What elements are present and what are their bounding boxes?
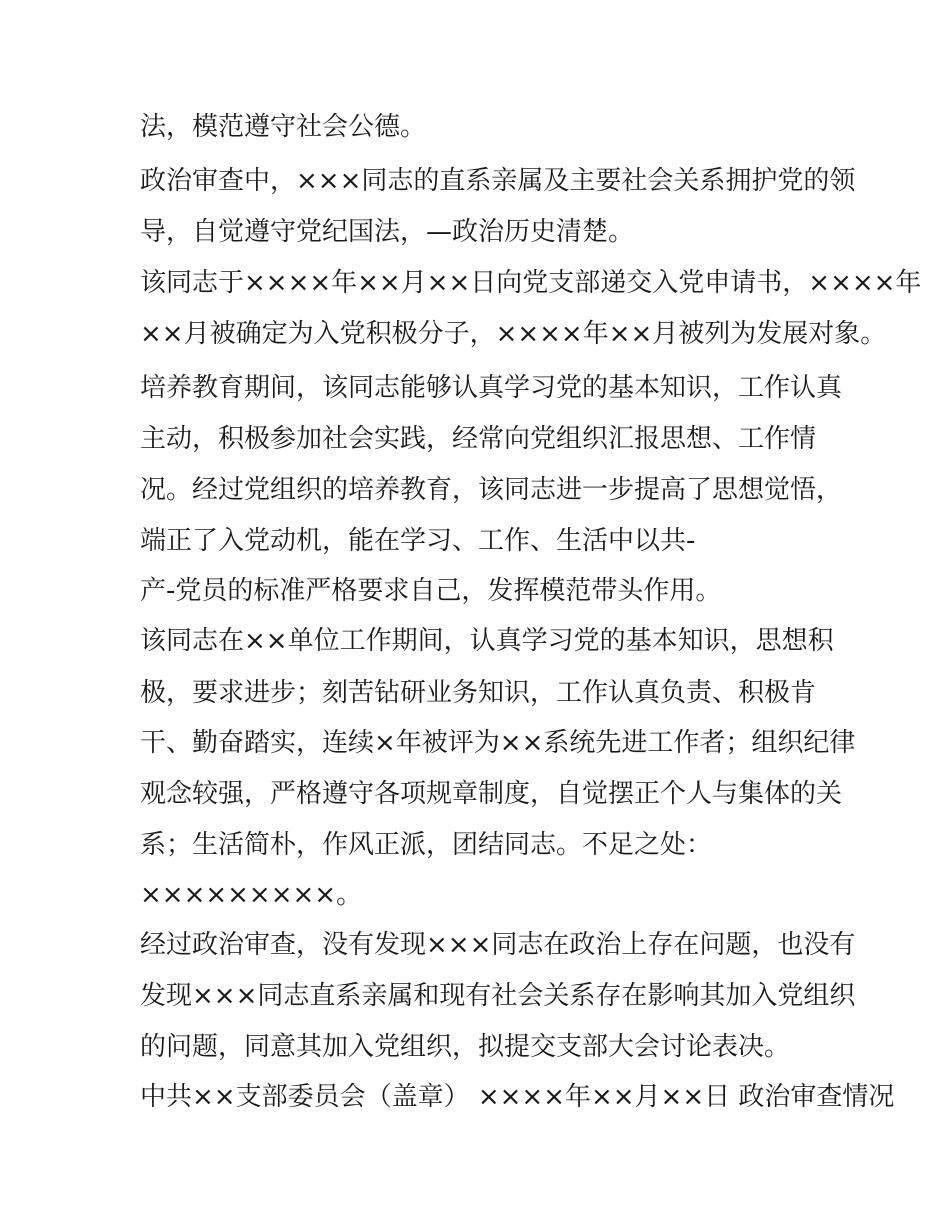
text-line-9: 端正了入党动机，能在学习、工作、生活中以共- <box>140 526 696 556</box>
text-line-10: 产-党员的标准严格要求自己，发挥模范带头作用。 <box>140 576 722 606</box>
text-line-1: 法，模范遵守社会公德。 <box>140 112 427 142</box>
text-line-8: 况。经过党组织的培养教育，该同志进一步提高了思想觉悟， <box>140 475 843 505</box>
text-line-7: 主动，积极参加社会实践，经常向党组织汇报思想、工作情 <box>140 424 817 454</box>
text-line-19: 的问题，同意其加入党组织，拟提交支部大会讨论表决。 <box>140 1032 791 1062</box>
text-line-18: 发现×××同志直系亲属和现有社会关系存在影响其加入党组织 <box>140 981 856 1011</box>
text-line-4: 该同志于××××年××月××日向党支部递交入党申请书，××××年 <box>140 268 922 298</box>
text-line-12: 极，要求进步；刻苦钻研业务知识，工作认真负责、积极肯 <box>140 678 817 708</box>
text-line-14: 观念较强，严格遵守各项规章制度，自觉摆正个人与集体的关 <box>140 779 843 809</box>
text-line-17: 经过政治审查，没有发现×××同志在政治上存在问题，也没有 <box>140 930 856 960</box>
text-line-20: 中共××支部委员会（盖章） ××××年××月××日 政治审查情况 <box>140 1082 895 1112</box>
text-line-3: 导，自觉遵守党纪国法，—政治历史清楚。 <box>140 217 635 247</box>
text-line-6: 培养教育期间，该同志能够认真学习党的基本知识，工作认真 <box>140 373 843 403</box>
text-line-2: 政治审查中，×××同志的直系亲属及主要社会关系拥护党的领 <box>140 166 856 196</box>
text-line-11: 该同志在××单位工作期间，认真学习党的基本知识，思想积 <box>140 626 834 656</box>
text-line-15: 系；生活简朴，作风正派，团结同志。不足之处： <box>140 830 713 860</box>
text-line-13: 干、勤奋踏实，连续×年被评为××系统先进工作者；组织纪律 <box>140 728 856 758</box>
text-line-16: ×××××××××。 <box>140 880 363 910</box>
text-line-5: ××月被确定为入党积极分子，××××年××月被列为发展对象。 <box>140 319 887 349</box>
